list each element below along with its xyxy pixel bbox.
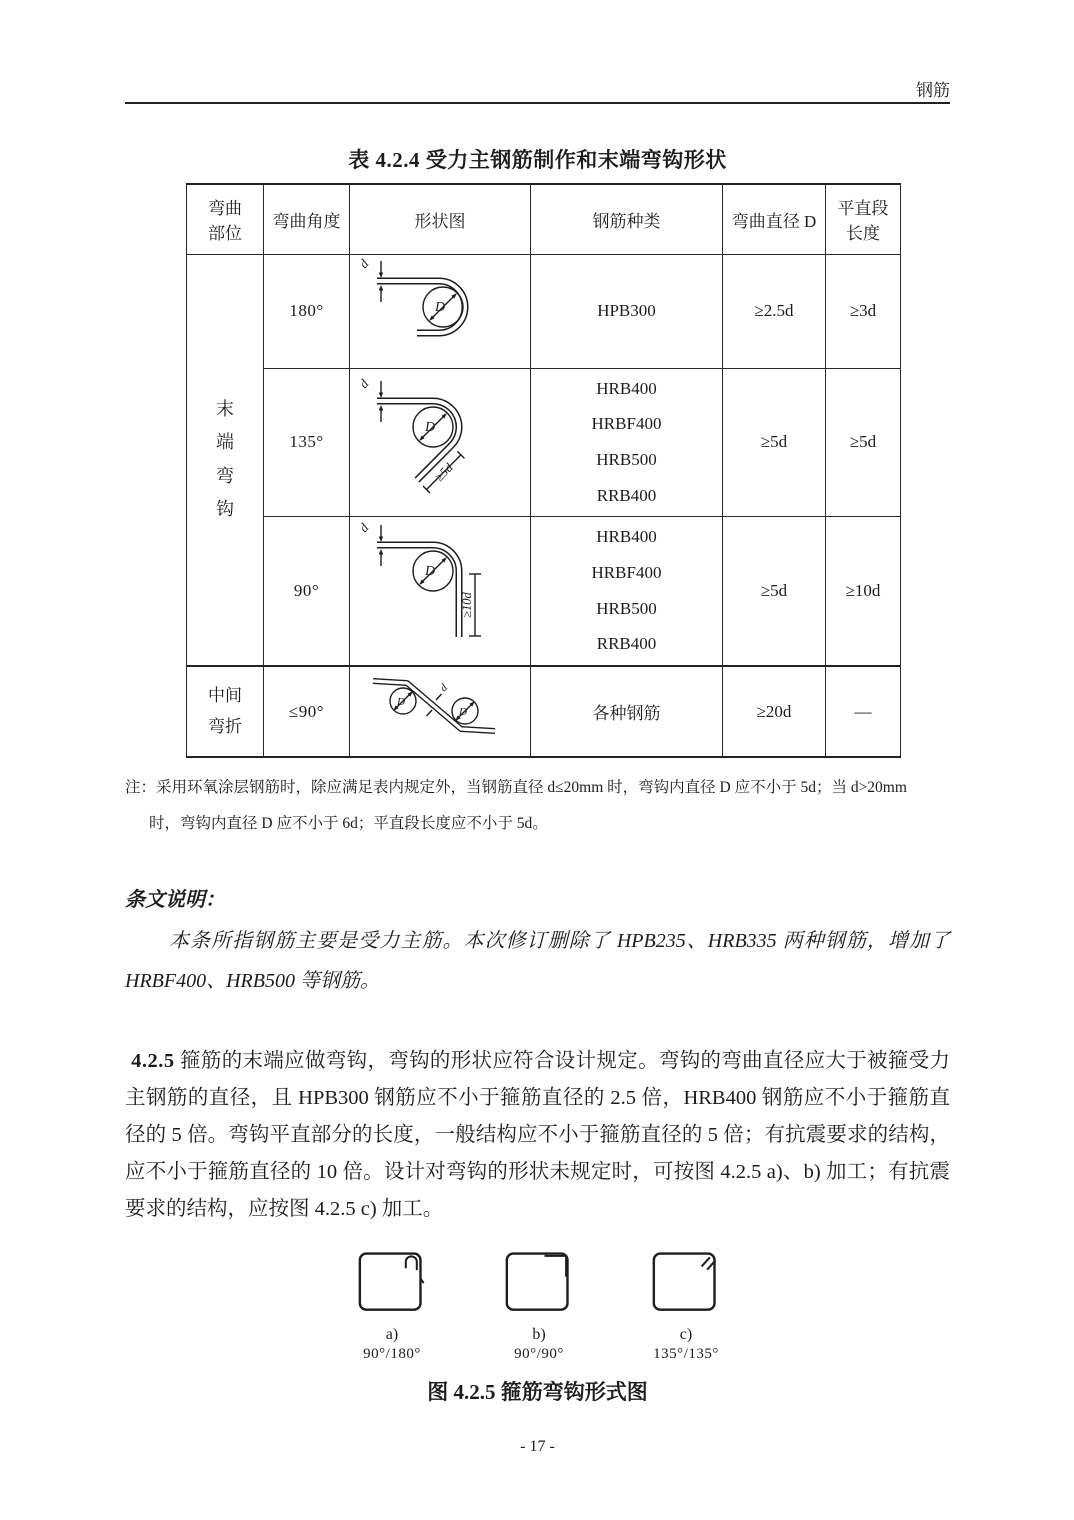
hook-180-diagram [355,255,525,363]
clause-number: 4.2.5 [131,1050,175,1072]
commentary-body: 本条所指钢筋主要是受力主筋。本次修订删除了 HPB235、HRB335 两种钢筋，增加了 HRBF400、HRB500 等钢筋。 [125,930,950,992]
bend-angle-cell: ≤90° [264,666,350,757]
tail-length-label: ≥10d [460,592,474,619]
clause-4-2-5 [125,1043,950,1227]
steel-type-cell: 各种钢筋 [531,666,723,757]
bar-diameter-label: d [355,520,372,536]
shape-diagram-cell [350,666,531,757]
steel-type: RRB400 [596,634,657,654]
bend-angle-cell: 135° [264,368,350,516]
stirrup-a-label: a) [385,1326,399,1344]
shape-diagram-cell [350,516,531,666]
steel-type: RRB400 [596,485,657,505]
table-note-line1: 注：采用环氧涂层钢筋时，除应满足表内规定外，当钢筋直径 d≤20mm 时，弯钩内直径 D 应不小于 5d；当 d>20mm [125,779,907,796]
table-row-135 [187,368,901,516]
bend-diameter-label: D [425,564,436,580]
stirrup-a [355,1249,429,1363]
stirrup-c-diagram [649,1249,723,1317]
straight-length-cell: ≥5d [826,368,901,516]
straight-length-cell: — [826,666,901,757]
commentary-section [125,883,950,1001]
column-header-bend-diameter: 弯曲直径 D [723,184,826,254]
bend-diameter-label: D [397,696,405,708]
table-row-180 [187,254,901,368]
table-note [125,775,950,833]
tail-length-label: ≥5d [432,460,456,484]
steel-type: HRB400 [596,378,657,398]
bend-angle-cell: 180° [264,254,350,368]
rebar-hook-table [186,183,901,758]
stirrup-a-diagram [355,1249,429,1317]
bend-part-end-hook-cell [187,254,264,666]
running-header-title: 钢筋 [916,81,950,100]
steel-type: HRB500 [596,450,657,469]
steel-type-cell [531,368,723,516]
column-header-steel-type: 钢筋种类 [531,184,723,254]
bar-diameter-label: d [437,681,451,695]
table-row-mid-bend [187,666,901,757]
column-header-straight-length: 平直段长度 [826,184,901,254]
bar-diameter-label: d [355,255,372,271]
steel-type: HRB500 [596,598,657,618]
stirrup-b-diagram [502,1249,576,1317]
stirrup-c-angles: 135°/135° [653,1346,719,1363]
column-header-bend-angle: 弯曲角度 [264,184,350,254]
stirrup-hook-figure [125,1249,950,1406]
stirrup-b [502,1249,576,1363]
bend-diameter-cell: ≥5d [723,516,826,666]
bend-diameter-label: D [459,706,467,718]
bend-diameter-cell: ≥5d [723,368,826,516]
column-header-bend-part: 弯曲部位 [187,184,264,254]
bend-diameter-cell: ≥2.5d [723,254,826,368]
table-note-line2: 时，弯钩内直径 D 应不小于 6d；平直段长度应不小于 5d。 [149,815,548,832]
clause-body: 箍筋的末端应做弯钩，弯钩的形状应符合设计规定。弯钩的弯曲直径应大于被箍受力主钢筋的直径，且 HPB300 钢筋应不小于箍筋直径的 2.5 倍，HRB400 钢筋应不小于箍筋直径的 5 倍。弯钩平直部分的长度，一般结构应不小于箍筋直径的 5 倍；有抗震要求的结构，应不小于箍筋直径的 10 倍。设计对弯钩的形状未规定时，可按图 4.2.5 a)、b) 加工；有抗震要求的结构，应按图 4.2.5 c) 加工。 [125,1050,951,1220]
hook-135-diagram [355,369,525,511]
bend-diameter-label: D [435,299,446,315]
table-header-row [187,184,901,254]
figure-caption: 图 4.2.5 箍筋弯钩形式图 [427,1380,648,1405]
steel-type: HRB400 [596,527,657,547]
table-title: 表 4.2.4 受力主钢筋制作和末端弯钩形状 [348,148,727,172]
header-rule [125,102,950,104]
stirrup-b-label: b) [532,1326,546,1344]
bend-angle-cell: 90° [264,516,350,666]
hook-90-diagram [355,517,525,659]
stirrup-c-label: c) [679,1326,693,1344]
steel-type-cell [531,516,723,666]
mid-bend-diagram [357,667,523,751]
steel-type-cell [531,254,723,368]
steel-type: HRBF400 [591,414,662,434]
steel-type: HRBF400 [591,563,662,583]
stirrup-a-angles: 90°/180° [363,1346,421,1363]
straight-length-cell: ≥3d [826,254,901,368]
table-row-90 [187,516,901,666]
bar-diameter-label: d [355,375,372,391]
shape-diagram-cell [350,368,531,516]
column-header-shape: 形状图 [350,184,531,254]
shape-diagram-cell [350,254,531,368]
bend-diameter-label: D [425,419,436,435]
bend-part-mid-cell: 中间弯折 [187,666,264,757]
bend-diameter-cell: ≥20d [723,666,826,757]
straight-length-cell: ≥10d [826,516,901,666]
stirrup-c [649,1249,723,1363]
page-number: - 17 - [520,1438,555,1456]
end-hook-vertical-label: 末端弯钩 [216,399,234,520]
commentary-heading: 条文说明： [125,889,225,911]
stirrup-b-angles: 90°/90° [514,1346,564,1363]
steel-type: HPB300 [597,301,656,321]
